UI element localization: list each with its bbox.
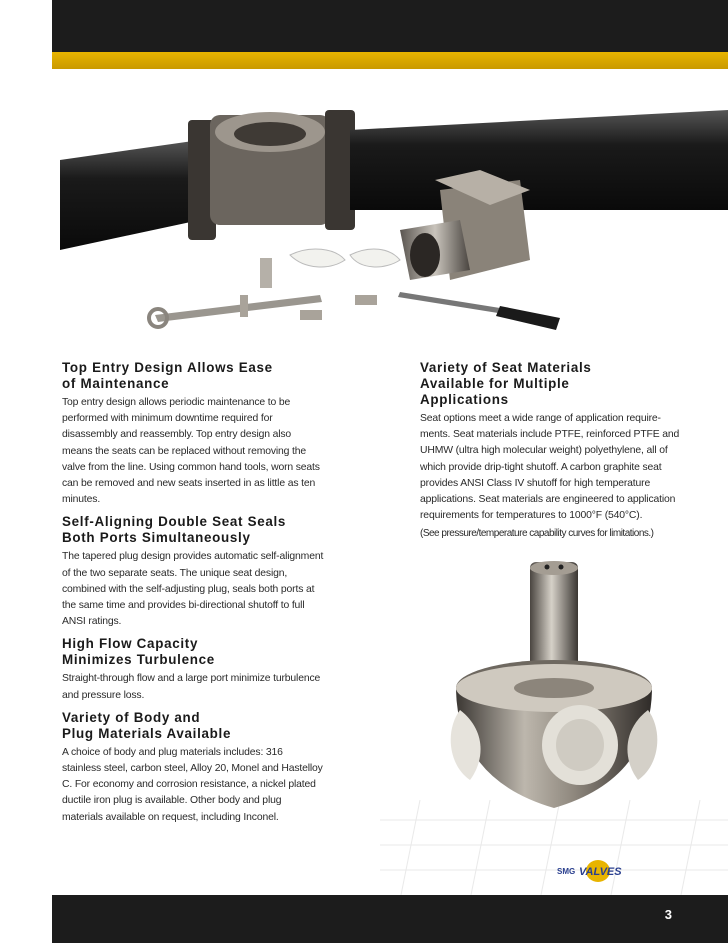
title-line: Variety of Body and [62,709,201,725]
logo-emblem-icon [553,856,633,884]
background-grid-pattern [380,800,728,900]
left-column [62,360,324,832]
section-body-self-aligning: The tapered plug design provides automatic self-alignment of the two separate seats. The unique seat design, combined with the self-adjusting plug, seals both ports at the same time and provides bi-directional shutoff to full ANSI ratings. [62,551,324,628]
title-line: Both Ports Simultaneously [62,530,251,546]
header-gold-band [52,52,728,69]
logo-name: VALVES [579,866,622,878]
footer-dark-bar [52,895,728,943]
section-title-self-aligning [62,514,324,546]
title-line: High Flow Capacity [62,636,199,652]
section-body-high-flow: Straight-through flow and a large port minimize turbulence and pressure loss. [62,673,321,701]
smg-valves-logo [553,856,633,884]
section-title-body-plug [62,710,324,742]
section-title-high-flow [62,636,324,668]
section-title-top-entry [62,360,324,392]
right-column [420,360,682,549]
section-body-seat-materials: Seat options meet a wide range of application require-ments. Seat materials include PTFE, reinforced PTFE and UHMW (ultra high molecular weight) polyethylene, all of which provide drip-tight shutoff. A carbon graphite seat provides ANSI Class IV shutoff for high temperature applications. Seat materials are engineered to application requirements for temperatures to 1000°F (540°C). [420,413,680,522]
title-line: Top Entry Design Allows Ease [62,360,273,375]
logo-prefix: SMG [557,867,576,876]
header-dark-bar [52,0,728,52]
section-title-seat-materials [420,360,682,408]
title-line: Available for Multiple [420,376,570,391]
title-line: Variety of Seat Materials [420,360,592,375]
section-body-body-plug: A choice of body and plug materials includes: 316 stainless steel, carbon steel, Alloy 20, Monel and Hastelloy C. For economy and corrosion resistance, a nickel plated ductile iron plug is available. Other body and plug materials available on request, including Inconel. [62,746,323,823]
valve-disassembly-photo [60,70,728,348]
title-line: Self-Aligning Double Seat Seals [62,514,287,530]
valve-plug-photo [440,560,670,815]
seat-materials-note: (See pressure/temperature capability curves for limitations.) [420,528,654,540]
section-body-top-entry: Top entry design allows periodic maintenance to be performed with minimum downtime required for disassembly and reassembly. Top entry design also means the seats can be replaced without removing the valve from the line. Using common hand tools, worn seats can be removed and new seats inserted in as little as ten minutes. [62,397,320,506]
page-number: 3 [664,907,672,922]
title-line: Plug Materials Available [62,725,232,741]
title-line: of Maintenance [62,376,170,391]
title-line: Applications [420,392,509,407]
title-line: Minimizes Turbulence [62,652,215,668]
